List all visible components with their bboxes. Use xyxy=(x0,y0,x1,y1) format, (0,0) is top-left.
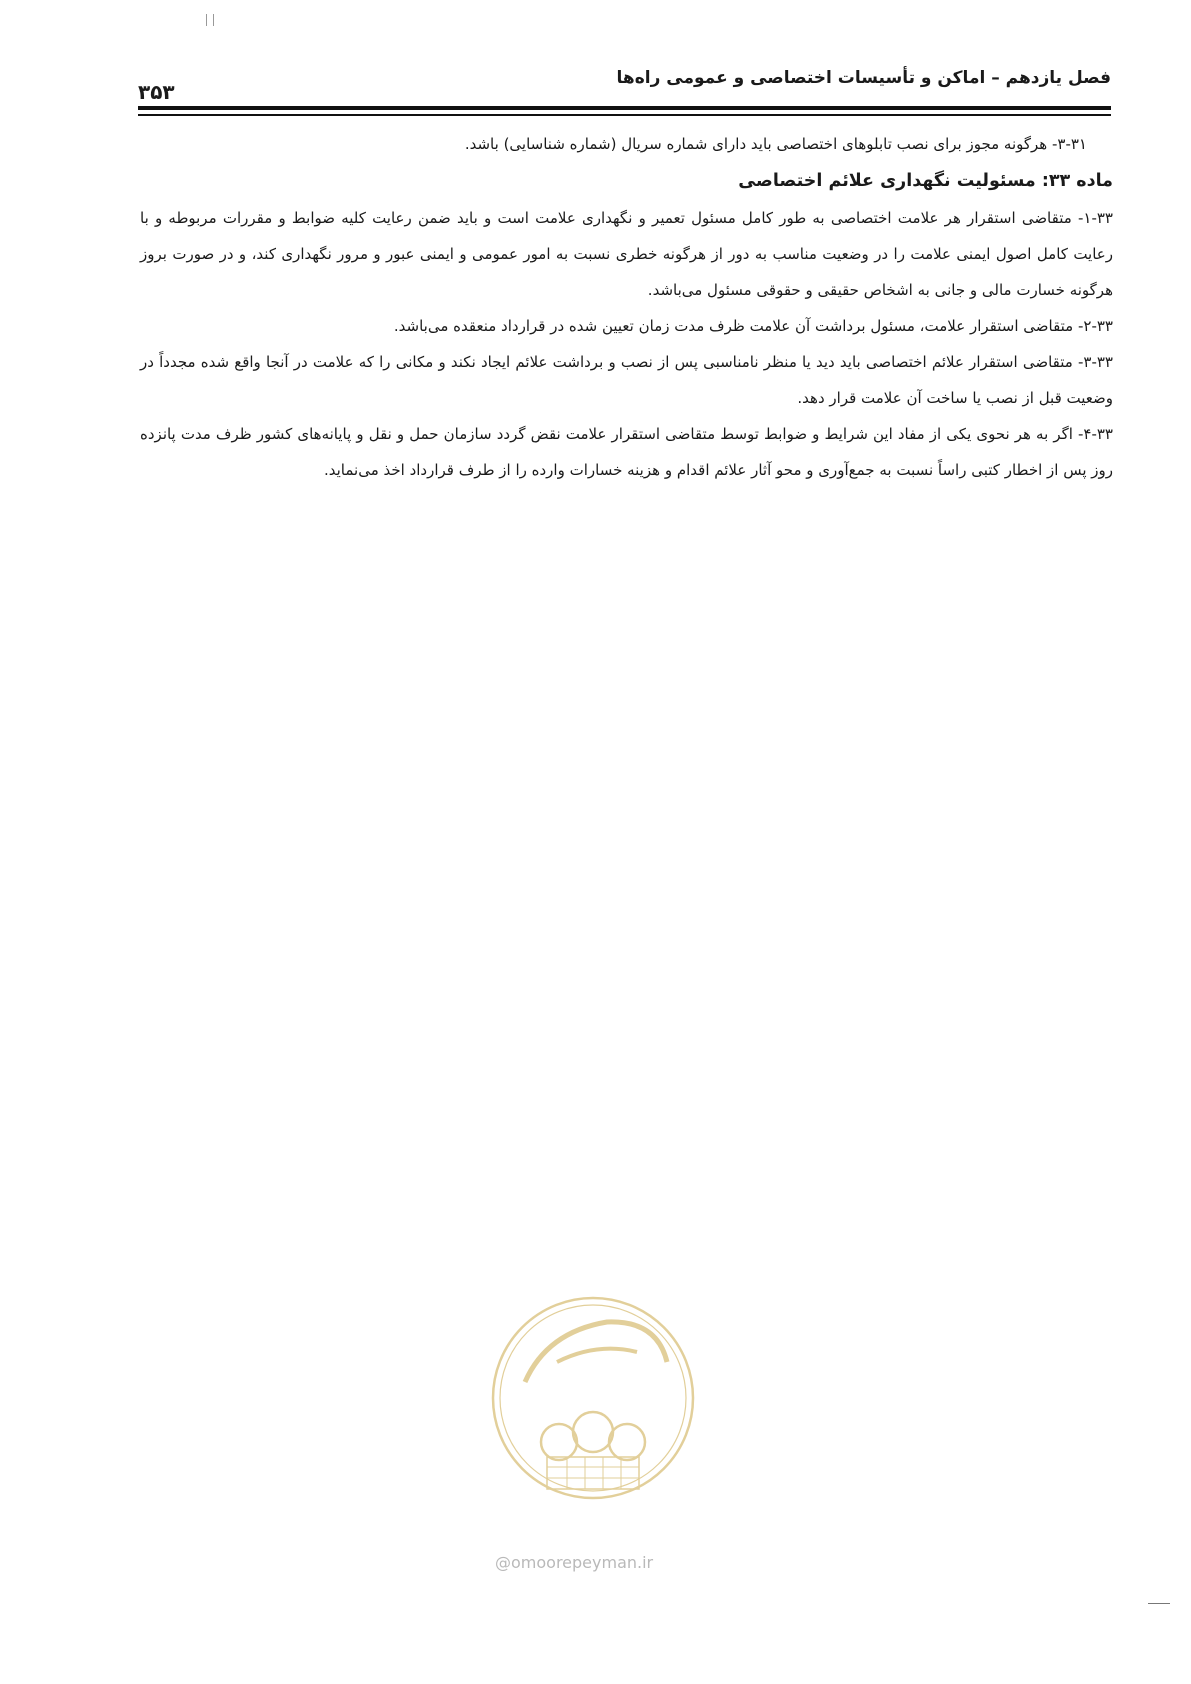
page-number: ۳۵۳ xyxy=(138,80,175,104)
scan-artifact xyxy=(206,14,214,26)
scan-artifact-line xyxy=(1148,1603,1170,1604)
clause-33-3: ۳-۳۳- متقاضی استقرار علائم اختصاصی باید دید یا منظر نامناسبی پس از نصب و برداشت علائم ایجاد نکند و مکانی را که علامت در آنجا واقع شده مجدداً در وضعیت قبل از نصب یا ساخت آن علامت قرار دهد. xyxy=(140,353,1113,407)
chapter-header-title: فصل یازدهم – اماکن و تأسیسات اختصاصی و عمومی راه‌ها xyxy=(616,68,1111,88)
clause-33-4: ۴-۳۳- اگر به هر نحوی یکی از مفاد این شرایط و ضوابط توسط متقاضی استقرار علامت نقض گردد سازمان حمل و نقل و پایانه‌های کشور ظرف مدت پانزده روز پس از اخطار کتبی راساً نسبت به جمع‌آوری و محو آثار علائم اقدام و هزینه خسارات وارده را از طرف قرارداد اخذ می‌نماید. xyxy=(140,425,1113,479)
page-body xyxy=(140,126,1113,488)
header-rule-thin xyxy=(138,114,1111,116)
header-rule-thick xyxy=(138,106,1111,110)
watermark-logo-stamp xyxy=(487,1292,699,1504)
clause-33-2: ۲-۳۳- متقاضی استقرار علامت، مسئول برداشت آن علامت ظرف مدت زمان تعیین شده در قرارداد منعقده می‌باشد. xyxy=(393,317,1113,335)
clause-33-1: ۱-۳۳- متقاضی استقرار هر علامت اختصاصی به طور کامل مسئول تعمیر و نگهداری علامت است و باید ضمن رعایت کلیه ضوابط و مقررات مربوطه و با رعایت کامل اصول ایمنی علامت را در وضعیت مناسب به دور از هرگونه خطری نسبت به امور عمومی و ایمنی عبور و مرور نگهداری کند، و در صورت بروز هرگونه خسارت مالی و جانی به اشخاص حقیقی و حقوقی مسئول می‌باشد. xyxy=(140,209,1113,299)
clause-31-3: ۳-۳۱- هرگونه مجوز برای نصب تابلوهای اختصاصی باید دارای شماره سریال (شماره شناسایی) باشد. xyxy=(464,135,1087,153)
article-33-heading: ماده ۳۳: مسئولیت نگهداری علائم اختصاصی xyxy=(738,171,1113,191)
watermark-url: @omoorepeyman.ir xyxy=(495,1553,654,1572)
